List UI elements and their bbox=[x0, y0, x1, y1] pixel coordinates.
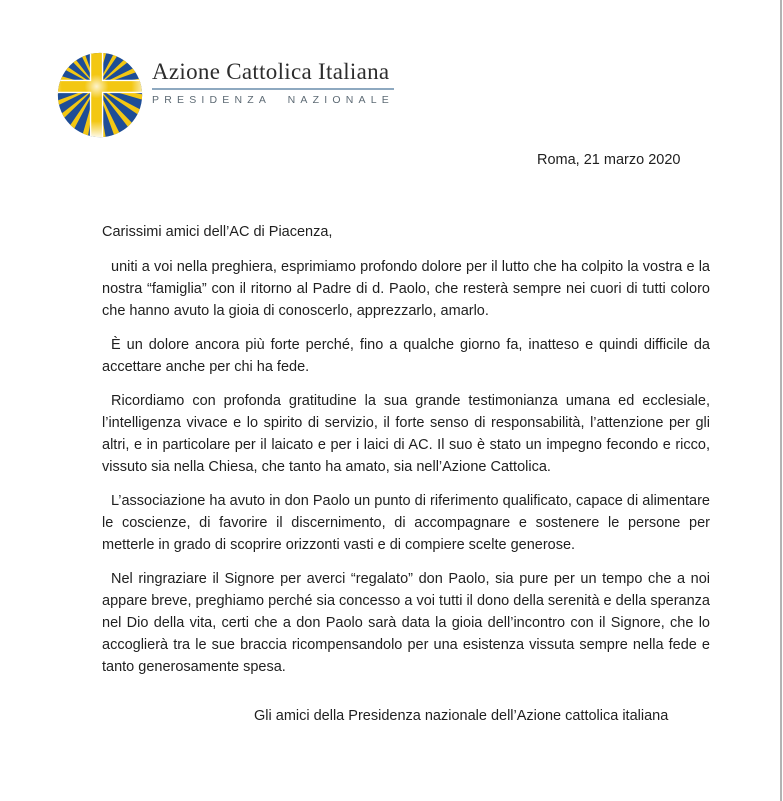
wordmark bbox=[152, 52, 394, 106]
paragraph-2: È un dolore ancora più forte perché, fino a qualche giorno fa, inatteso e quindi difficile da accettare anche per chi ha fede. bbox=[102, 337, 710, 375]
letterhead bbox=[57, 52, 394, 138]
wordmark-divider bbox=[152, 88, 394, 90]
date-line: Roma, 21 marzo 2020 bbox=[537, 152, 681, 168]
page-right-border bbox=[780, 0, 782, 801]
signature-line: Gli amici della Presidenza nazionale dell’Azione cattolica italiana bbox=[254, 708, 669, 724]
letter-body bbox=[102, 221, 710, 727]
org-name: Azione Cattolica Italiana bbox=[152, 59, 390, 84]
azione-cattolica-logo-icon bbox=[57, 52, 143, 138]
salutation: Carissimi amici dell’AC di Piacenza, bbox=[102, 224, 333, 240]
paragraph-5: Nel ringraziare il Signore per averci “regalato” don Paolo, sia pure per un tempo che a noi appare breve, preghiamo perché sia concesso a voi tutti il dono della serenità e della speranza nel Dio della vita, certi che a don Paolo sarà data la gioia dell’incontro con il Signore, che lo accoglierà tra le sue braccia ricompensandolo per una esistenza vissuta sempre nella fede e tanto generosamente spesa. bbox=[102, 571, 710, 675]
org-subtitle: PRESIDENZA NAZIONALE bbox=[152, 94, 394, 106]
paragraph-4: L’associazione ha avuto in don Paolo un punto di riferimento qualificato, capace di alimentare le coscienze, di favorire il discernimento, di accompagnare e sostenere le persone per metterle in grado di scoprire orizzonti vasti e di compiere scelte generose. bbox=[102, 493, 710, 553]
paragraph-1: uniti a voi nella preghiera, esprimiamo profondo dolore per il lutto che ha colpito la vostra e la nostra “famiglia” con il ritorno al Padre di d. Paolo, che resterà sempre nei cuori di tutti coloro che hanno avuto la gioia di conoscerlo, apprezzarlo, amarlo. bbox=[102, 259, 710, 319]
paragraph-3: Ricordiamo con profonda gratitudine la sua grande testimonianza umana ed ecclesiale, l’intelligenza vivace e lo spirito di servizio, il forte senso di responsabilità, l’attenzione per gli altri, e in particolare per il laicato e per i laici di AC. Il suo è stato un impegno fecondo e ricco, vissuto sia nella Chiesa, che tanto ha amato, sia nell’Azione Cattolica. bbox=[102, 393, 710, 475]
